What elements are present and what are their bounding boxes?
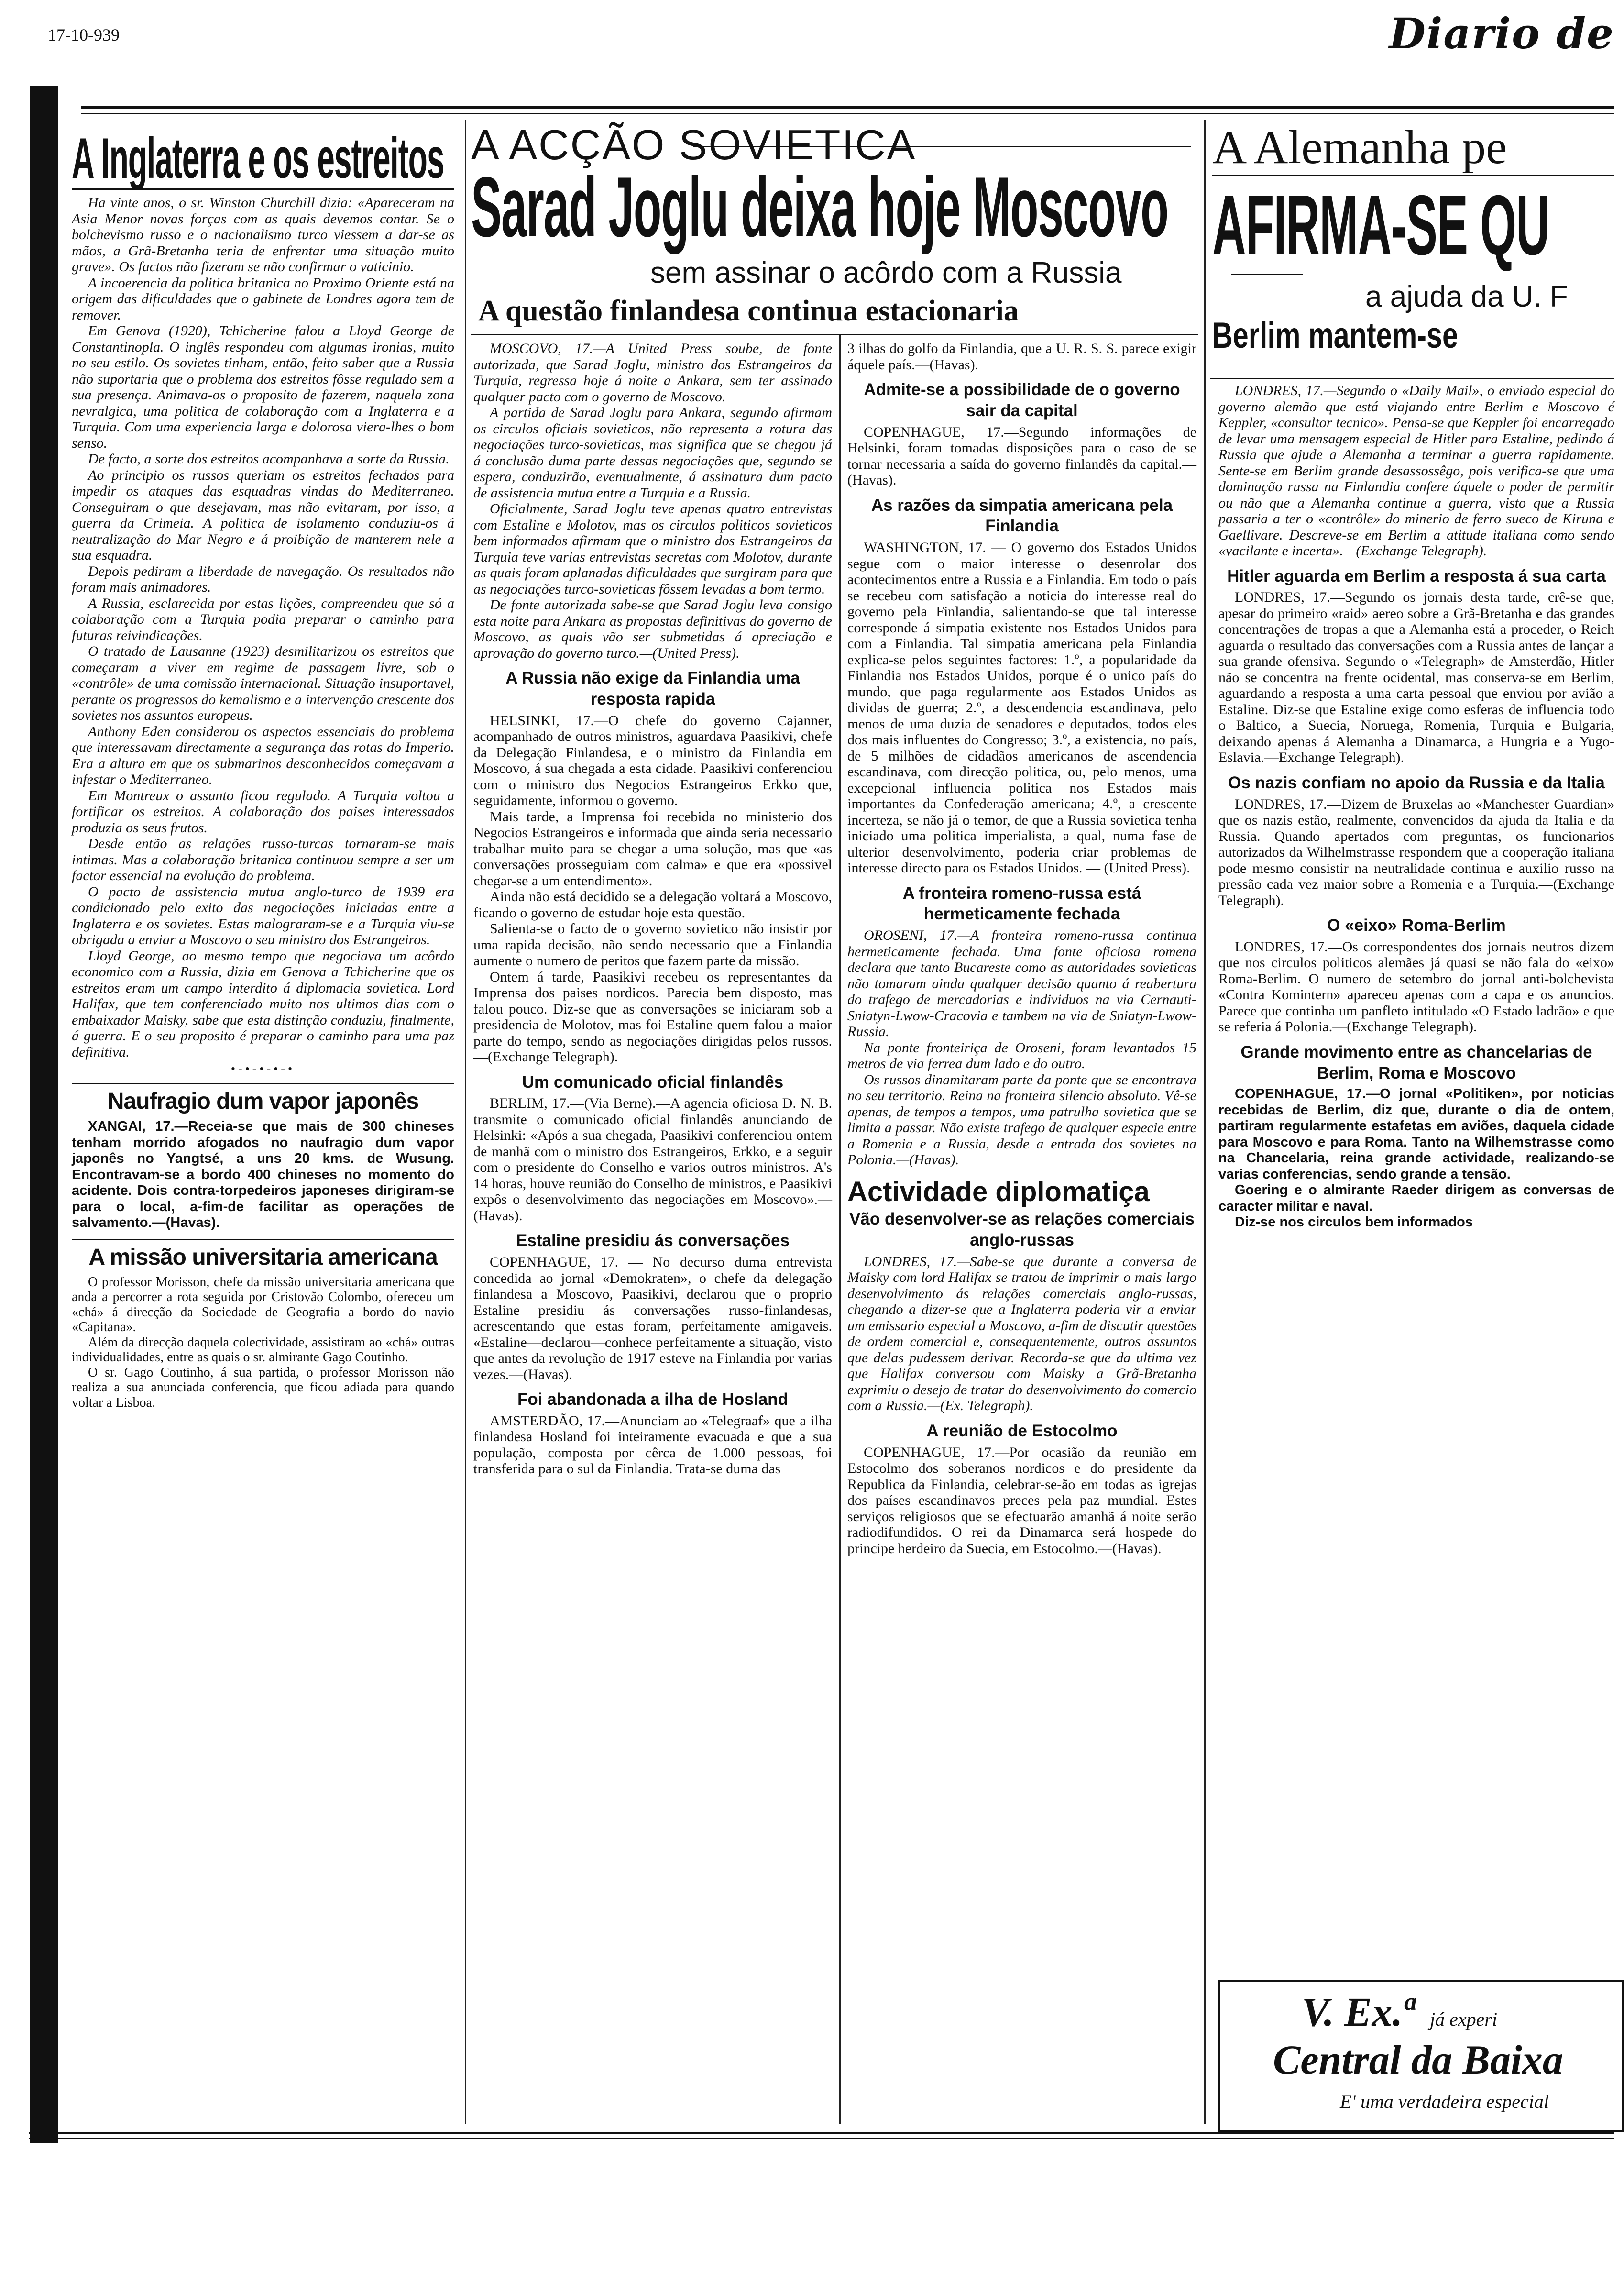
article-text: LONDRES, 17.—Os correspondentes dos jornais neutros dizem que nos circulos politicos alemães já quasi se não fala do «eixo» Roma-Berlim. O numero de setembro do jornal anti-bolchevista «Contra Komintern» apareceu apenas com a capa e os anuncios. Parece que continha um panfleto intitulado «O Estado ladrão» e que se referia á Polonia.—(Exchange Telegraph).: [1218, 938, 1614, 1035]
article-finlandia: [847, 341, 1196, 2130]
section-title: Estaline presidiu ás conversações: [516, 1231, 790, 1250]
kicker-rule: [693, 146, 1191, 147]
article-paragraph: WASHINGTON, 17. — O governo dos Estados Unidos segue com o maior interesse o desenrolar dos acontecimentos entre a Russia e a Finlandia. Em todo o país se recebeu com satisfação a noticia do interesse real do governo pela Finlandia, salientando-se que tal interesse corresponde á simpatia existente nos Estados Unidos para com a Finlandia. Tal simpatia americana pela Finlandia explica-se pelos seguintes factores: 1.º, a popularidade da Finlandia nos Estados Unidos, porque é o unico país do mundo, que paga regularmente aos Estados Unidos as dividas de guerra; 2.º, a descendencia escandinava, pelo menos de uma duzia de senadores e deputados, todos eles dos mais influentes do Congresso; 3.º, a existencia, no país, de 5 milhões de cidadãos americanos de ascendencia escandinava, com direcção politica, ou, pelo menos, uma excepcional influencia politica nos Estados mais importantes da Confederação americana; 4.º, a crescente incerteza, se não já o temor, de que a Russia sovietica tenha iniciado uma politica imperialista, a qual, numa fase de ulterior desenvolvimento, poderia criar problemas de interesse directo para os Estados Unidos. — (United Press).: [847, 540, 1196, 876]
article-text: XANGAI, 17.—Receia-se que mais de 300 chineses tenham morrido afogados no naufragio dum vapor japonês no Yangtsé, a uns 20 kms. de Wusung. Encontravam-se a bordo 400 chineses no momento do acidente. Dois contra-torpedeiros japoneses dirigiram-se para o local, a-fim-de facilitar as operações de salvamento.—(Havas).: [72, 1119, 454, 1230]
article-paragraph: Além da direcção daquela colectividade, assistiram ao «chá» outras individualidades, entre as quais o sr. almirante Gago Coutinho.: [72, 1335, 454, 1365]
col4-headline-block: [1212, 120, 1614, 356]
section-title: Os nazis confiam no apoio da Russia e da Italia: [1228, 773, 1605, 792]
section-title: Admite-se a possibilidade de o governo sair da capital: [864, 380, 1180, 420]
section-subtitle: Vão desenvolver-se as relações comerciais anglo-russas: [849, 1210, 1195, 1250]
article-text: LONDRES, 17.—Dizem de Bruxelas ao «Manchester Guardian» que os nazis estão, realmente, convencidos da ajuda da Italia e da Russia. Quando apertados com preguntas, os funcionarios autorizados da Wilhelmstrasse respondem que a cooperação italiana pode mesmo consistir na neutralidade continua e auxilio russo na pressão cada vez maior sobre a Romenia e a Turquia.—(Exchange Telegraph).: [1218, 796, 1614, 908]
bottom-rule-thin: [29, 2138, 1614, 2139]
ad-line-1: [1302, 1988, 1497, 2036]
advertisement: [1218, 1980, 1624, 2132]
margin-bar: [30, 86, 58, 2143]
masthead: Diario de: [1389, 9, 1614, 58]
ad-line-3: E' uma verdadeira especial: [1340, 2091, 1549, 2112]
article-body: [847, 927, 1196, 1168]
section-title: A Russia não exige da Finlandia uma resposta rapida: [505, 669, 800, 708]
section-title: O «eixo» Roma-Berlim: [1327, 916, 1506, 935]
headline-rule: [1210, 378, 1614, 379]
section-title: Grande movimento entre as chancelarias de Berlim, Roma e Moscovo: [1240, 1042, 1592, 1082]
article-paragraph: Ontem á tarde, Paasikivi recebeu os representantes da Imprensa dos paises nordicos. Parecia bem disposto, mas falou pouco. Diz-se que as conversações se iniciaram sob a presidencia de Molotov, mas foi Estaline quem falou a maior parte do tempo, sendo as negociações dirigidas pelos russos.—(Exchange Telegraph).: [473, 969, 832, 1065]
article-body: [72, 1275, 454, 1411]
article-text: COPENHAGUE, 17. — No decurso duma entrevista concedida ao jornal «Demokraten», o chefe da delegação finlandesa a Moscovo, Paasikivi, declarou que o proprio Estaline presidiu ás conversações russo-finlandesas, acrescentando que estas foram, perfeitamente amigaveis. «Estaline—declarou—conhece perfeitamente a situação, visto que antes da revolução de 1917 esteve na Finlandia por varias vezes.—(Havas).: [473, 1254, 832, 1382]
subheadline: a ajuda da U. F: [1365, 280, 1568, 313]
article-text: COPENHAGUE, 17.—Segundo informações de Helsinki, foram tomadas disposições para o caso de se tornar necessaria a saída do governo finlandês da capital.—(Havas).: [847, 424, 1196, 488]
article-text: LONDRES, 17.—Segundo o «Daily Mail», o enviado especial do governo alemão que está viajando entre Berlim e Moscovo é Keppler, «consultor tecnico». Pensa-se que Keppler foi encarregado de levar uma mensagem especial de Hitler para Estaline, pedindo á Russia que ajude a Alemanha a terminar a guerra rapidamente. Sente-se em Berlim grande desassossêgo, pois verifica-se que uma dominação russa na Finlandia confere áquele o poder de permitir ou não que a Alemanha continue a guerra, visto que a Russia passaria a ter o «contrôle» do minerio de ferro sueco de Kiruna e Gaellivare. Descreve-se em Berlim a atitude italiana como sendo «vacilante e incerta».—(Exchange Telegraph).: [1218, 383, 1614, 559]
article-paragraph: HELSINKI, 17.—O chefe do governo Cajanner, acompanhado de outros ministros, aguardava Paasikivi, chefe da Delegação Finlandesa, e o ministro da Finlandia em Moscovo, á sua chegada a esta cidade. Paasikivi conferenciou com o ministro dos Negocios Estrangeiros Erkko que, seguidamente, informou o governo.: [473, 712, 832, 808]
article-paragraph: MOSCOVO, 17.—A United Press soube, de fonte autorizada, que Sarad Joglu, ministro dos Estrangeiros da Turquia, regressa hoje á noite a Ankara, sem ter assinado qualquer pacto com o governo de Moscovo.: [473, 341, 832, 405]
article-paragraph: Lloyd George, ao mesmo tempo que negociava um acôrdo economico com a Russia, dizia em Genova a Tchicherine que os estreitos eram um campo interdito á diplomacia sovietica. Lord Halifax, que tem conferenciado muito nos ultimos dias com o embaixador Maisky, sabe que esta distinção conduziu, finalmente, á guerra. E o seu proposito é preparar o caminho para uma paz definitiva.: [72, 948, 454, 1060]
section-title: Actividade diplomatiça: [847, 1176, 1150, 1207]
ad-text: já experi: [1430, 2008, 1498, 2030]
article-paragraph: O tratado de Lausanne (1923) desmilitarizou os estreitos que começaram a viver em regime de passagem livre, sob o «contrôle» de uma comissão internacional. Situação insuportavel, perante os progressos do kemalismo e a intervenção crescente dos sovietes nos assuntos europeus.: [72, 643, 454, 723]
separator-dots: •-•-•-•-•: [230, 1062, 296, 1076]
article-text: LONDRES, 17.—Sabe-se que durante a conversa de Maisky com lord Halifax se tratou de imprimir o mais largo desenvolvimento ás relações comerciais anglo-russas, chegando a dizer-se que a Inglaterra poderia vir a enviar um emissario especial a Moscovo, a-fim de discutir questões de ordem comercial e, consequentemente, outros assuntos que delas pudessem derivar. Recorda-se que da ultima vez que Halifax conversou com Maisky a Grã-Bretanha exprimiu o desejo de tratar do desenvolvimento do comercio com a Russia.—(Ex. Telegraph).: [847, 1253, 1196, 1414]
article-paragraph: O sr. Gago Coutinho, á sua partida, o professor Morisson não realiza a sua anunciada conferencia, que ficou adiada para quando voltar a Lisboa.: [72, 1365, 454, 1410]
main-headline: Sarad Joglu deixa hoje Moscovo: [471, 159, 1168, 254]
article-body: [473, 341, 832, 661]
section-title: A missão universitaria americana: [72, 1239, 454, 1272]
article-body: [72, 195, 454, 1060]
subhead-rule: [1231, 274, 1303, 275]
article-paragraph: Os russos dinamitaram parte da ponte que se encontrava no seu territorio. Reina na fronteira silencio absoluto. Vê-se apenas, de tempos a tempos, uma patrulha sovietica que se limita a passar. Não existe trafego de qualquer especie entre a Romenia e a Russia, desde a entrada dos sovietes na Polonia.—(Havas).: [847, 1071, 1196, 1168]
article-paragraph: OROSENI, 17.—A fronteira romeno-russa continua hermeticamente fechada. Uma fonte oficiosa romena declara que tanto Bucareste como as autoridades sovieticas não tomaram ainda qualquer decisão quanto á reabertura do trafego de mercadorias e individuos na via Cernauti-Sniatyn-Lwow-Cracovia e tambem na via de Sniatyn-Lwow-Russia.: [847, 927, 1196, 1039]
main-headline: AFIRMA-SE QU: [1212, 177, 1549, 273]
section-title: Um comunicado oficial finlandês: [522, 1072, 784, 1092]
article-paragraph: A Russia, esclarecida por estas lições, compreendeu que só a colaboração com a Turquia podia preparar o caminho para futuras reivindicações.: [72, 595, 454, 643]
page-date: 17-10-939: [48, 25, 120, 44]
article-text: BERLIM, 17.—(Via Berne).—A agencia oficiosa D. N. B. transmite o comunicado oficial finlandês anunciando de Helsinki: «Após a sua chegada, Paasikivi conferenciou ontem de manhã com o ministro dos Estrangeiros, Erkko, e a seguir com o presidente do Conselho e varios outros ministros. A's 14 horas, houve reunião do Conselho de ministros, e Paasikivi expôs o desenvolvimento das negociações em Moscovo».—(Havas).: [473, 1095, 832, 1224]
article-paragraph: Ha vinte anos, o sr. Winston Churchill dizia: «Apareceram na Asia Menor novas forças com as quais devemos contar. Se o bolchevismo russo e o nacionalismo turco viessem a dar-se as mãos, a Grã-Bretanha teria de enfrentar uma situação muito grave». Os factos não fizeram se não confirmar o vaticinio.: [72, 195, 454, 275]
article-paragraph: Ao principio os russos queriam os estreitos fechados para impedir os ataques das esquadras vindas do Mediterraneo. Conseguiram o que desejavam, mas não evitaram, por isso, a guerra da Crimeia. A politica de isolamento conduziu-os á neutralização do Mar Negro e á proibição de manterem nele a sua esquadra.: [72, 467, 454, 563]
article-paragraph: Anthony Eden considerou os aspectos essenciais do problema que interessavam directamente a segurança das rotas do Imperio. Era a altura em que os submarinos desconhecidos começavam a infestar o Mediterraneo.: [72, 723, 454, 787]
article-inglaterra-estreitos: [72, 125, 454, 2130]
article-paragraph: De facto, a sorte dos estreitos acompanhava a sorte da Russia.: [88, 451, 450, 467]
article-paragraph: A incoerencia da politica britanica no Proximo Oriente está na origem das dificuldades que o gabinete de Londres agora tem de remover.: [72, 275, 454, 323]
article-alemanha: [1218, 383, 1614, 1975]
section-title: A reunião de Estocolmo: [926, 1421, 1118, 1440]
article-paragraph: Goering e o almirante Raeder dirigem as conversas de caracter militar e naval.: [1218, 1182, 1614, 1214]
section-title: As razões da simpatia americana pela Finlandia: [871, 496, 1173, 536]
ad-text: V. Ex.ª: [1302, 1989, 1414, 2035]
article-sarad-joglu: [473, 341, 832, 2130]
article-body: [473, 713, 832, 1065]
bottom-rule: [29, 2132, 1614, 2134]
column-rule: [465, 120, 466, 2124]
section-title: Hitler aguarda em Berlim a resposta á sua carta: [1227, 566, 1606, 585]
article-paragraph: A partida de Sarad Joglu para Ankara, segundo afirmam os circulos oficiais sovieticos, não representa a rotura das negociações turco-sovieticas, mas significa que se chegou já á conclusão duma parte dessas negociações que, segundo se espera, conduzirão, eventualmente, á assinatura dum pacto de assistencia mutua entre a Turquia e a Russia.: [473, 405, 832, 501]
article-paragraph: Salienta-se o facto de o governo sovietico não insistir por uma rapida decisão, não sendo necessario que a Finlandia aumente o numero de peritos que fazem parte da missão.: [473, 921, 832, 969]
kicker: A Alemanha pe: [1212, 121, 1507, 174]
top-rule-thin: [81, 113, 1614, 114]
headline-rule: [471, 334, 1198, 335]
top-rule: [81, 106, 1614, 109]
article-paragraph: O pacto de assistencia mutua anglo-turco de 1939 era condicionado pelo exito das negociações iniciadas entre a Inglaterra e os sovietes. Estas malograram-se e a Turquia viu-se obrigada a enviar a Moscovo o seu ministro dos Estrangeiros.: [72, 883, 454, 948]
article-text: COPENHAGUE, 17.—Por ocasião da reunião em Estocolmo dos soberanos nordicos e do presidente da Republica da Finlandia, celebrar-se-ão em todas as igrejas dos países escandinavos preces pela paz mundial. Estes serviços religiosos que se efectuarão amanhã á noite serão radiodifundidos. O rei da Dinamarca será hospede do principe herdeiro da Suecia, em Estocolmo.—(Havas).: [847, 1444, 1196, 1556]
ad-line-2: Central da Baixa: [1273, 2037, 1563, 2083]
article-paragraph: Desde então as relações russo-turcas tornaram-se mais intimas. Mas a colaboração britanica continuou sempre a ser um factor essencial na evolução do problema.: [72, 836, 454, 883]
article-paragraph: De fonte autorizada sabe-se que Sarad Joglu leva consigo esta noite para Ankara as propostas definitivas do governo de Moscovo, as quais vão ser submetidas á apreciação e aprovação do governo turco.—(United Press).: [473, 597, 832, 661]
article-text: AMSTERDÃO, 17.—Anunciam ao «Telegraaf» que a ilha finlandesa Hosland foi inteiramente evacuada e que a sua população, composta por cêrca de 1.000 pessoas, foi transferida para o sul da Finlandia. Trata-se duma das: [473, 1412, 832, 1477]
article-paragraph: Em Genova (1920), Tchicherine falou a Lloyd George de Constantinopla. O inglês respondeu com algumas ironias, muito no seu estilo. Os sovietes tinham, então, feito saber que a Russia não suportaria que o problema dos estreitos fôsse regulado sem a sua presença. Animava-os o proposito de fazerem, naquela zona nevralgica, uma politica de colaboração com a Inglaterra e a Turquia. Com uma experiencia larga e dolorosa viera-lhes o bom senso.: [72, 323, 454, 451]
deck: A questão finlandesa continua estacionaria: [478, 295, 1019, 327]
article-paragraph: Na ponte fronteiriça de Oroseni, foram levantados 15 metros de via ferrea dum lado e do outro.: [847, 1039, 1196, 1071]
article-paragraph: Oficialmente, Sarad Joglu teve apenas quatro entrevistas com Estaline e Molotov, mas os circulos politicos sovieticos bem informados afirmam que o ministro dos Estrangeiros da Turquia teve varias entrevistas secretas com Molotov, durante as quais foram aplanadas dificuldades que surgiram para que as negociações turco-sovieticas fôssem levadas a bom termo.: [473, 501, 832, 597]
section-title: A fronteira romeno-russa está hermeticamente fechada: [902, 883, 1141, 924]
article-paragraph: Diz-se nos circulos bem informados: [1235, 1214, 1473, 1230]
article-paragraph: COPENHAGUE, 17.—O jornal «Politiken», por noticias recebidas de Berlim, diz que, durante o dia de ontem, partiram regularmente estafetas em aviões, daquela cidade para Moscovo e para Roma. Tanto na Wilhemstrasse como na Chancelaria, reina grande actividade, realizando-se varias conferencias, sendo grande a tensão.: [1218, 1086, 1614, 1182]
article-paragraph: Ainda não está decidido se a delegação voltará a Moscovo, ficando o governo de estudar hoje esta questão.: [473, 889, 832, 921]
article-paragraph: Depois pediram a liberdade de navegação. Os resultados não foram mais animadores.: [72, 563, 454, 595]
article-paragraph: Em Montreux o assunto ficou regulado. A Turquia voltou a fortificar os estreitos. A colaboração dos paises interessados produzia os seus frutos.: [72, 787, 454, 836]
deck: Berlim mantem-se: [1212, 315, 1458, 356]
column-rule: [1204, 120, 1206, 2124]
article-text: 3 ilhas do golfo da Finlandia, que a U. R. S. S. parece exigir áquele país.—(Havas).: [847, 341, 1196, 373]
section-title: Naufragio dum vapor japonês: [72, 1083, 454, 1116]
article-text: LONDRES, 17.—Segundo os jornais desta tarde, crê-se que, apesar do primeiro «raid» aereo sobre a Grã-Bretanha e das grandes concentrações de tropas a que a Alemanha está a proceder, o Reich aguarda o resultado das conversações com a Russia antes de lançar a sua grande ofensiva. Segundo o «Telegraph» de Amsterdão, Hitler não se concentra na frente ocidental, mas conserva-se em Berlim, aguardando a resposta a uma carta pessoal que enviou por avião a Estaline. Diz-se que Estaline exige como esferas de influencia todo o Baltico, a Suecia, Noruega, Romenia, Turquia e Bulgaria, deixando apenas á Alemanha a Dinamarca, a Hungria e a Yugo-Eslavia.—Exchange Telegraph).: [1218, 589, 1614, 766]
section-title: Foi abandonada a ilha de Hosland: [517, 1390, 788, 1409]
article-paragraph: O professor Morisson, chefe da missão universitaria americana que anda a percorrer a rota seguida por Cristovão Colombo, ofereceu um «chá» á direcção da Sociedade de Geografia a bordo do navio «Capitana».: [72, 1274, 454, 1335]
headline: A Inglaterra e os estreitos: [72, 126, 444, 190]
article-paragraph: Mais tarde, a Imprensa foi recebida no ministerio dos Negocios Estrangeiros e informada que ainda seria necessario trabalhar muito para se chegar a uma solução, mas que «as conversações prosseguiam com calma» e que era «possivel chegar-se a um entendimento».: [473, 808, 832, 889]
kicker: A ACÇÃO SOVIETICA: [471, 121, 917, 168]
article-body: [1218, 1086, 1614, 1231]
subheadline: sem assinar o acôrdo com a Russia: [650, 256, 1122, 289]
article-body: [847, 540, 1196, 876]
column-rule: [839, 335, 841, 2124]
